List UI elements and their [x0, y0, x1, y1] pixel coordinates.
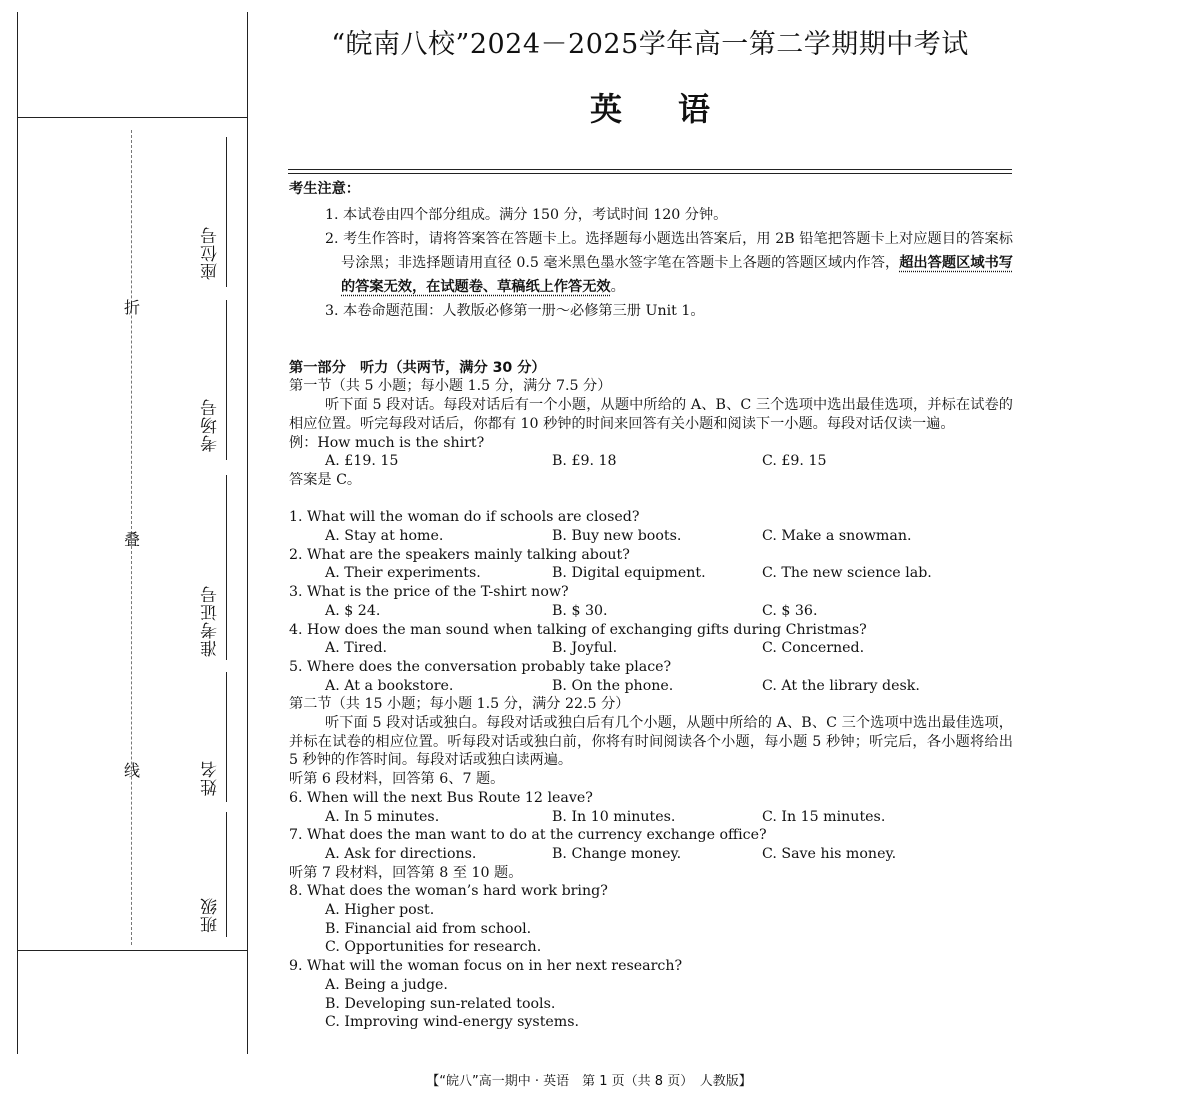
option: A. Ask for directions. [325, 845, 477, 862]
margin-inner-line [247, 12, 248, 1054]
notice-item-2 [289, 227, 1013, 299]
exam-room-blank [226, 300, 227, 460]
margin-outer-line [17, 12, 18, 1054]
subject-title: 英语 [589, 90, 766, 128]
question: 7. What does the man want to do at the currency exchange office? [289, 827, 767, 844]
option: A. Being a judge. [325, 976, 448, 993]
question-options [289, 527, 1013, 546]
fold-char: 叠 [124, 530, 141, 549]
fold-char: 折 [124, 298, 141, 317]
option: C. Concerned. [762, 640, 865, 657]
question: 1. What will the woman do if schools are closed? [289, 509, 640, 526]
name-blank [226, 672, 227, 802]
header-rule-bottom [288, 173, 1012, 174]
question-options [289, 639, 1013, 658]
question: 5. Where does the conversation probably take place? [289, 658, 672, 675]
option: B. Change money. [552, 845, 682, 862]
exam-title: “皖南八校”2024－2025学年高一第二学期期中考试 [331, 29, 969, 60]
class-label: 班级 [201, 897, 221, 933]
option: C. $ 36. [762, 602, 818, 619]
question-options [289, 677, 1013, 696]
example-options [289, 452, 1013, 471]
notice-item-1: 1. 本试卷由四个部分组成。满分 150 分，考试时间 120 分钟。 [325, 206, 728, 223]
page-footer: 【“皖八”高一期中 · 英语 第 1 页（共 8 页） 人教版】 [426, 1074, 752, 1089]
option: C. Improving wind-energy systems. [325, 1014, 580, 1031]
option: C. Opportunities for research. [325, 939, 542, 956]
option: A. In 5 minutes. [325, 808, 440, 825]
seat-number-label: 座位号 [201, 226, 221, 280]
notice-item-2-emphasis: 超出答题区域书写的答案无效，在试题卷、草稿纸上作答无效 [341, 254, 1013, 295]
fold-char: 线 [124, 761, 141, 780]
option: B. Joyful. [552, 640, 618, 657]
exam-content [289, 180, 1013, 1032]
header-rule-top [288, 169, 1012, 170]
option: B. Buy new boots. [552, 528, 682, 545]
option: B. Financial aid from school. [325, 920, 532, 937]
option: C. The new science lab. [762, 565, 932, 582]
option: C. At the library desk. [762, 677, 920, 694]
option: A. $ 24. [325, 602, 381, 619]
notice-item-3: 3. 本卷命题范围：人教版必修第一册～必修第三册 Unit 1。 [325, 302, 705, 319]
option: C. Save his money. [762, 845, 897, 862]
name-label: 姓名 [201, 760, 221, 796]
option: C. In 15 minutes. [762, 808, 886, 825]
option: B. £9. 18 [552, 453, 617, 470]
question-options [289, 808, 1013, 827]
option: B. In 10 minutes. [552, 808, 676, 825]
option: A. At a bookstore. [325, 677, 454, 694]
material-7-note: 听第 7 段材料，回答第 8 至 10 题。 [289, 864, 523, 881]
question-options [289, 564, 1013, 583]
question: 6. When will the next Bus Route 12 leave? [289, 789, 593, 806]
option: A. Stay at home. [325, 528, 444, 545]
option: B. $ 30. [552, 602, 608, 619]
class-blank [226, 812, 227, 937]
example-answer: 答案是 C。 [289, 471, 362, 488]
margin-top-divider [17, 117, 248, 118]
option: B. On the phone. [552, 677, 674, 694]
notice-heading: 考生注意： [289, 181, 360, 197]
question: 8. What does the woman’s hard work bring? [289, 883, 608, 900]
question: 9. What will the woman focus on in her next research? [289, 958, 683, 975]
question-options [289, 845, 1013, 864]
material-6-note: 听第 6 段材料，回答第 6、7 题。 [289, 771, 505, 788]
option: A. £19. 15 [325, 453, 399, 470]
option: C. £9. 15 [762, 453, 827, 470]
section2-instructions: 听下面 5 段对话或独白。每段对话或独白后有几个小题，从题中所给的 A、B、C 三个选项中选出最佳选项，并标在试卷的相应位置。听每段对话或独白前，你将有时间阅读各个小题，每小题 5 秒钟；听完后，各小题将给出 5 秒钟的作答时间。每段对话或独白读两遍。 [289, 715, 1013, 769]
option: A. Tired. [325, 640, 388, 657]
question: 4. How does the man sound when talking of exchanging gifts during Christmas? [289, 621, 867, 638]
option: A. Their experiments. [325, 565, 481, 582]
option: B. Developing sun-related tools. [325, 995, 556, 1012]
notice-item-2-text: 2. 考生作答时，请将答案答在答题卡上。选择题每小题选出答案后，用 2B 铅笔把答题卡上对应题目的答案标号涂黑；非选择题请用直径 0.5 毫米黑色墨水签字笔在答题卡上各题的答题区域内作答， [325, 230, 1013, 271]
part1-heading: 第一部分 听力（共两节，满分 30 分） [289, 359, 546, 376]
question: 2. What are the speakers mainly talking about? [289, 546, 630, 563]
admission-number-blank [226, 475, 227, 660]
seat-number-blank [226, 137, 227, 287]
option: C. Make a snowman. [762, 528, 912, 545]
option: B. Digital equipment. [552, 565, 706, 582]
notice-item-2-end: 。 [610, 278, 625, 295]
option: A. Higher post. [325, 902, 435, 919]
exam-room-label: 考场号 [201, 398, 221, 452]
section1-heading: 第一节（共 5 小题；每小题 1.5 分，满分 7.5 分） [289, 378, 612, 395]
margin-bottom-divider [17, 950, 248, 951]
question-options [289, 602, 1013, 621]
section1-instructions: 听下面 5 段对话。每段对话后有一个小题，从题中所给的 A、B、C 三个选项中选出最佳选项，并标在试卷的相应位置。听完每段对话后，你都有 10 秒钟的时间来回答有关小题和阅读下一小题。每段对话仅读一遍。 [289, 397, 1013, 432]
example-question: 例：How much is the shirt? [289, 434, 485, 451]
admission-number-label: 准考证号 [201, 585, 221, 657]
question: 3. What is the price of the T-shirt now? [289, 584, 569, 601]
section2-heading: 第二节（共 15 小题；每小题 1.5 分，满分 22.5 分） [289, 696, 630, 713]
